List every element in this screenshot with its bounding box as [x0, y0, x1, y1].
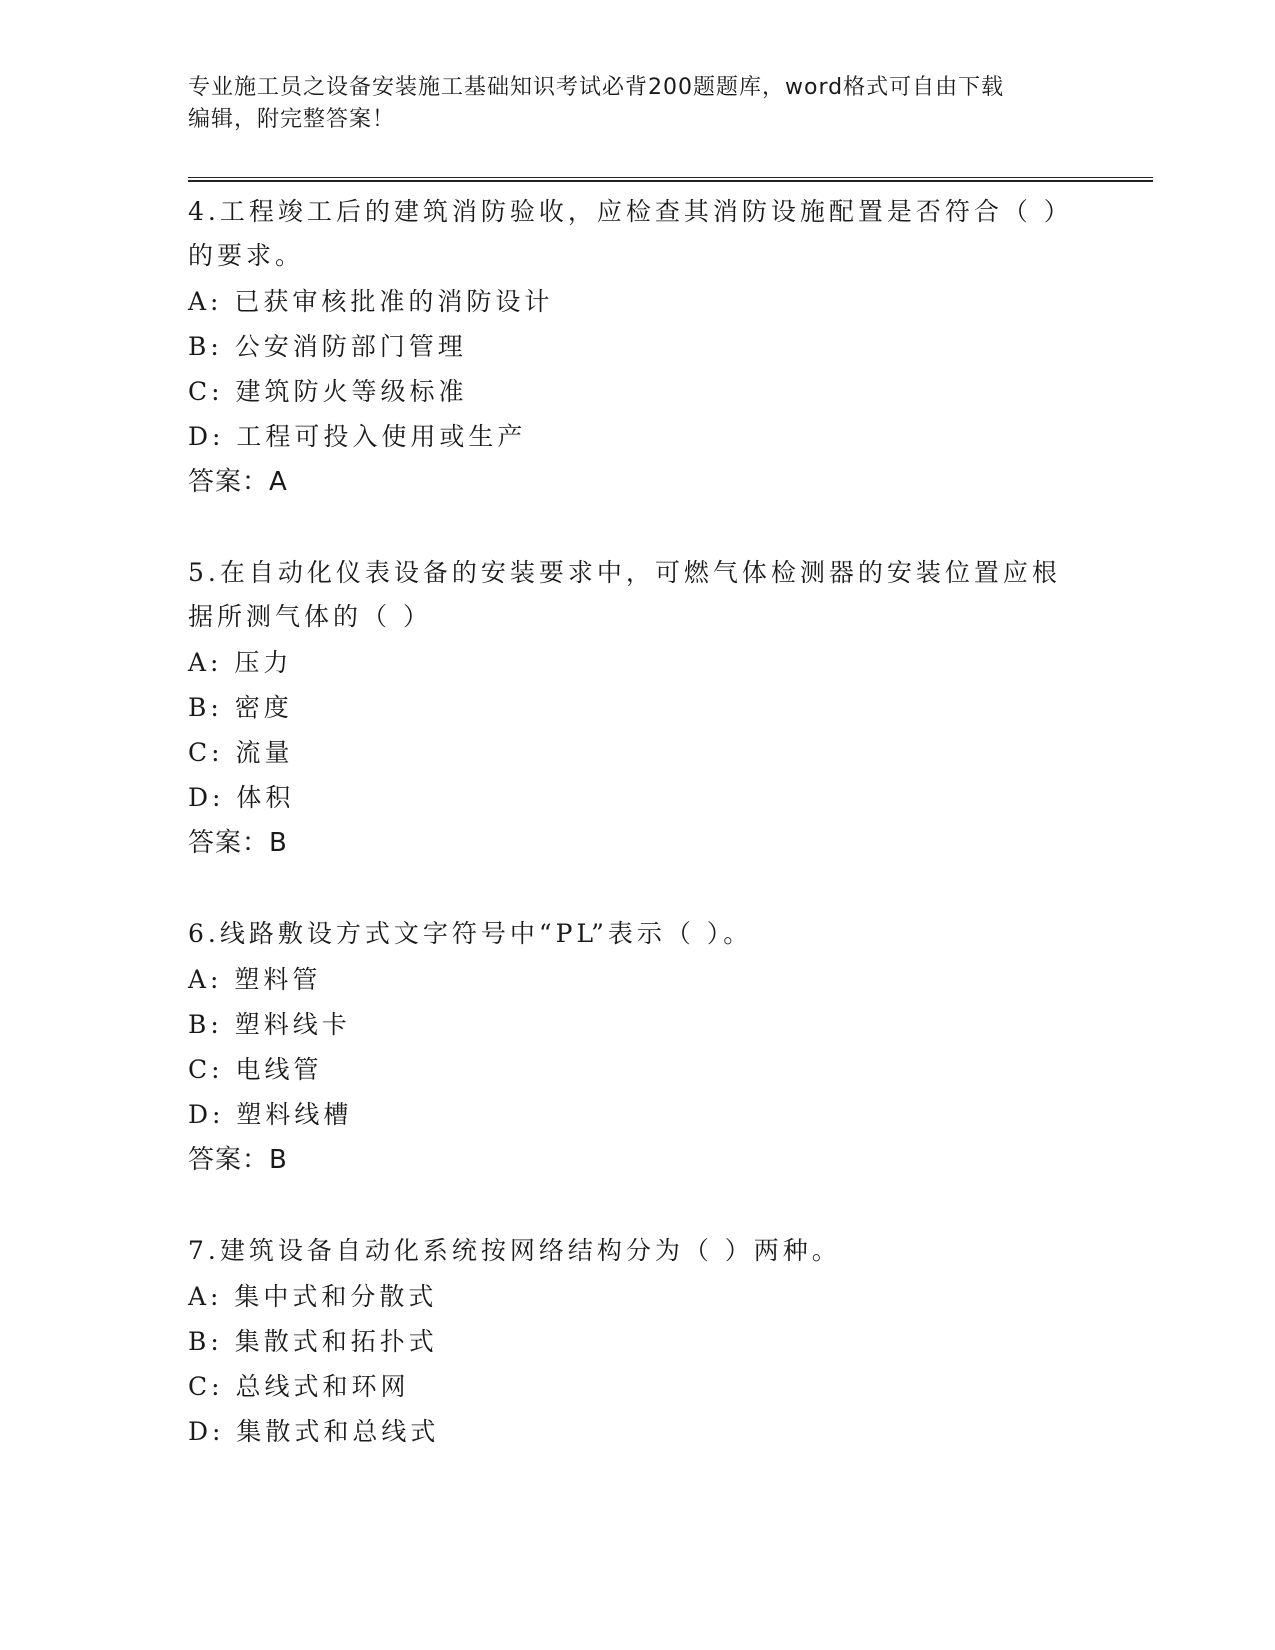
- question-stem-line: 的要求。: [188, 241, 305, 270]
- option-a: A: 集中式和分散式: [188, 1282, 438, 1311]
- page-header: [188, 72, 1088, 136]
- option-b: B: 密度: [188, 693, 293, 722]
- option-a: A: 已获审核批准的消防设计: [188, 287, 554, 316]
- question-stem-line: 4.工程竣工后的建筑消防验收，应检查其消防设施配置是否符合（ ）: [188, 197, 1073, 226]
- question-stem: [188, 1229, 1068, 1273]
- answer: 答案：B: [188, 828, 288, 858]
- question-stem-line: 6.线路敷设方式文字符号中“PL”表示（ ）。: [188, 919, 753, 948]
- option-d: D: 体积: [188, 783, 295, 812]
- option-b: B: 塑料线卡: [188, 1010, 351, 1039]
- question-list: [188, 190, 1073, 1502]
- question-stem: [188, 551, 1068, 639]
- answer: 答案：B: [188, 1145, 288, 1175]
- option-a: A: 压力: [188, 648, 293, 677]
- header-divider: [188, 177, 1153, 182]
- question-4: [188, 190, 1073, 504]
- question-stem: [188, 912, 1068, 956]
- header-title-line2: 编辑，附完整答案！: [188, 107, 396, 132]
- option-d: D: 塑料线槽: [188, 1100, 353, 1129]
- option-b: B: 公安消防部门管理: [188, 332, 467, 361]
- option-c: C: 流量: [188, 738, 294, 767]
- answer: 答案：A: [188, 467, 288, 497]
- question-stem-line: 据所测气体的（ ）: [188, 602, 432, 631]
- question-stem-line: 5.在自动化仪表设备的安装要求中，可燃气体检测器的安装位置应根: [188, 558, 1061, 587]
- option-c: C: 电线管: [188, 1055, 323, 1084]
- question-6: [188, 912, 1068, 1182]
- question-5: [188, 551, 1068, 865]
- header-title-line1: 专业施工员之设备安装施工基础知识考试必背200题题库，word格式可自由下载: [188, 75, 1005, 100]
- option-c: C: 建筑防火等级标准: [188, 377, 468, 406]
- option-c: C: 总线式和环网: [188, 1372, 410, 1401]
- option-d: D: 工程可投入使用或生产: [188, 422, 527, 451]
- question-stem-line: 7.建筑设备自动化系统按网络结构分为（ ）两种。: [188, 1236, 841, 1265]
- question-stem: [188, 190, 1073, 278]
- question-7: [188, 1229, 1068, 1455]
- option-a: A: 塑料管: [188, 965, 322, 994]
- option-b: B: 集散式和拓扑式: [188, 1327, 438, 1356]
- option-d: D: 集散式和总线式: [188, 1417, 440, 1446]
